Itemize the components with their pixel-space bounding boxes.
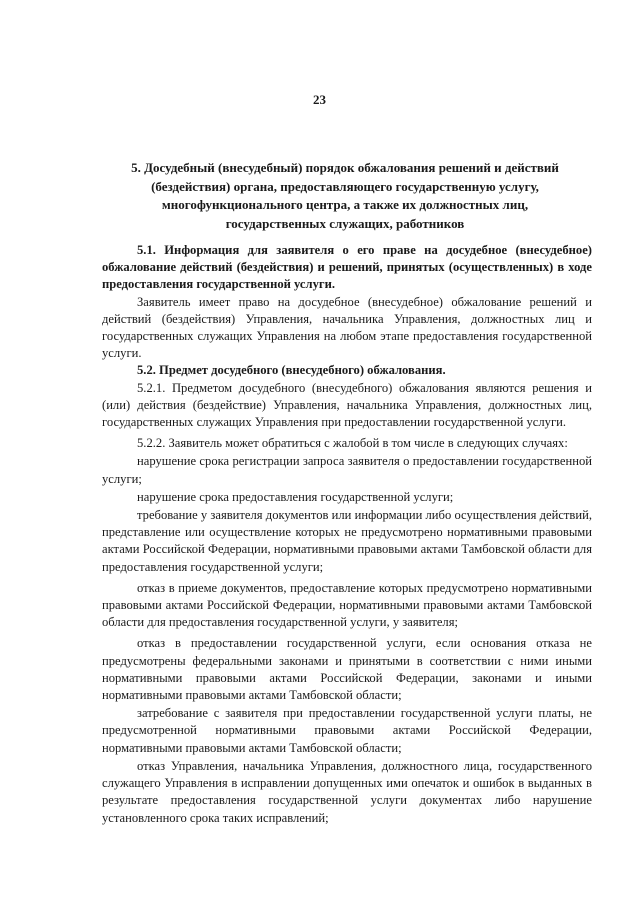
section-heading: 5. Досудебный (внесудебный) порядок обжалования решений и действий (бездействия) органа, предоставляющего государственную услугу, многофункционального центра, а также их должностных лиц, государственных служащих, работников xyxy=(131,160,559,231)
list-item: отказ в приеме документов, предоставление которых предусмотрено нормативными правовыми актами Российской Федерации, нормативными правовыми актами Тамбовской области для предоставления государственной услуги, у заявителя; xyxy=(102,580,592,630)
list-item: нарушение срока предоставления государственной услуги; xyxy=(137,489,454,504)
page-number: 23 xyxy=(313,92,326,107)
list-item: отказ Управления, начальника Управления, должностного лица, государственного служащего Управления в исправлении допущенных ими опечаток и ошибок в выданных в результате предоставления государственной услуги документах либо нарушение установленного срока таких исправлений; xyxy=(102,758,592,825)
paragraph: 5.2.2. Заявитель может обратиться с жалобой в том числе в следующих случаях: xyxy=(137,436,568,451)
list-item: отказ в предоставлении государственной услуги, если основания отказа не предусмотрены федеральными законами и принятыми в соответствии с ними иными нормативными правовыми актами Российской Федерации, законами и иными нормативными правовыми актами Тамбовской области; xyxy=(102,636,592,703)
paragraph: 5.2.1. Предметом досудебного (внесудебного) обжалования являются решения и (или) действия (бездействие) Управления, начальника Управления, должностных лиц, государственных служащих Управления при предоставлении государственной услуги. xyxy=(102,380,592,430)
list-item: нарушение срока регистрации запроса заявителя о предоставлении государственной услуги; xyxy=(102,454,592,486)
paragraph-5-1-heading: 5.1. Информация для заявителя о его праве на досудебное (внесудебное) обжалование действий (бездействия) и решений, принятых (осуществленных) в ходе предоставления государственной услуги. xyxy=(102,243,592,292)
paragraph-5-2-heading: 5.2. Предмет досудебного (внесудебного) обжалования. xyxy=(137,363,446,378)
paragraph: Заявитель имеет право на досудебное (внесудебное) обжалование решений и действий (бездействия) Управления, начальника Управления, должностных лиц и государственных служащих Управления на любом этапе предоставления государственной услуги. xyxy=(102,294,592,361)
list-item: затребование с заявителя при предоставлении государственной услуги платы, не предусмотренной нормативными правовыми актами Российской Федерации, нормативными правовыми актами Тамбовской области; xyxy=(102,706,592,755)
document-body xyxy=(102,242,592,827)
list-item: требование у заявителя документов или информации либо осуществления действий, представление или осуществление которых не предусмотрено нормативными правовыми актами Российской Федерации, нормативными правовыми актами Тамбовской области для предоставления государственной услуги; xyxy=(102,508,592,574)
